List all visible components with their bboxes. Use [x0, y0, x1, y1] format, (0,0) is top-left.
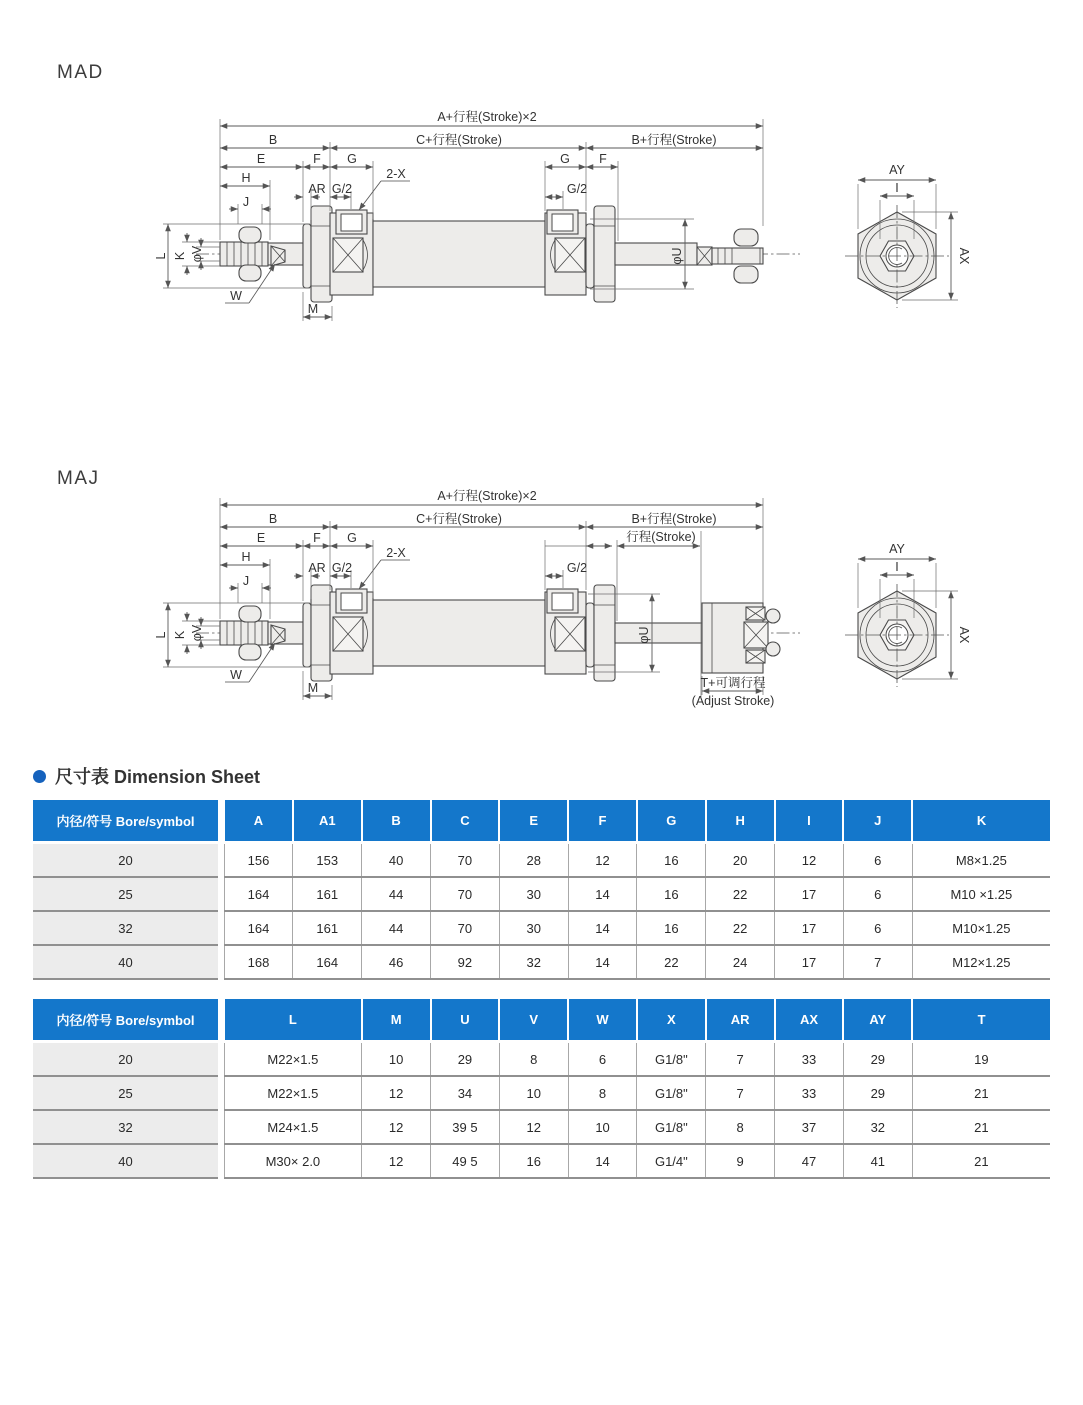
table-cell: 7	[843, 945, 912, 979]
dim-label-w: W	[230, 289, 242, 303]
column-header: I	[775, 800, 844, 843]
table-cell: 24	[706, 945, 775, 979]
dim-label-b-stroke: B+行程(Stroke)	[631, 133, 717, 147]
dim-label-t-adjust: T+可调行程	[700, 676, 766, 690]
table-cell: 8	[568, 1076, 637, 1110]
table-cell: 28	[499, 843, 568, 878]
table-cell: 16	[499, 1144, 568, 1178]
dim-label-adjust-stroke-en: (Adjust Stroke)	[691, 694, 775, 708]
table-cell: 21	[912, 1076, 1050, 1110]
dim-label-b: B	[268, 133, 278, 147]
maj-section-title: MAJ	[57, 468, 100, 489]
table-row	[33, 1144, 1050, 1178]
column-header: T	[912, 999, 1050, 1042]
dim-label-ar: AR	[308, 561, 326, 575]
table-cell-bore: 40	[33, 945, 218, 979]
table-cell: 92	[431, 945, 500, 979]
dim-label-g2-right: G/2	[566, 561, 588, 575]
mad-section-title: MAD	[57, 62, 104, 83]
table-cell: 7	[706, 1076, 775, 1110]
table-row	[33, 843, 1050, 878]
table-cell: 70	[431, 843, 500, 878]
table-cell: 46	[362, 945, 431, 979]
table-cell: 30	[499, 877, 568, 911]
column-header: W	[568, 999, 637, 1042]
table-row	[33, 945, 1050, 979]
column-header: M	[362, 999, 431, 1042]
table-cell: 17	[775, 877, 844, 911]
dim-label-f: F	[313, 531, 321, 545]
table-cell: G1/4"	[637, 1144, 706, 1178]
dim-label-h: H	[241, 171, 251, 185]
dim-label-ar: AR	[308, 182, 326, 196]
table-cell: 49 5	[431, 1144, 500, 1178]
table-cell: M12×1.25	[912, 945, 1050, 979]
table-cell: 164	[224, 911, 293, 945]
dim-label-2x: 2-X	[386, 167, 406, 181]
table-cell: M24×1.5	[224, 1110, 362, 1144]
table-cell: 12	[362, 1076, 431, 1110]
table-cell-bore: 20	[33, 1042, 218, 1077]
dimension-sheet-title: 尺寸表 Dimension Sheet	[55, 767, 261, 787]
dim-label-ax: AX	[957, 626, 971, 644]
table-cell: M10×1.25	[912, 911, 1050, 945]
table-cell: 12	[362, 1110, 431, 1144]
table-cell: 9	[706, 1144, 775, 1178]
table-cell: 164	[293, 945, 362, 979]
dim-label-g2-right: G/2	[566, 182, 588, 196]
dim-label-ax: AX	[957, 247, 971, 265]
dim-label-w: W	[230, 668, 242, 682]
dim-label-c-stroke: C+行程(Stroke)	[416, 133, 502, 147]
table-cell: 17	[775, 945, 844, 979]
column-header: L	[224, 999, 362, 1042]
dim-label-l: L	[154, 252, 168, 260]
column-header: AR	[706, 999, 775, 1042]
table-cell: 19	[912, 1042, 1050, 1077]
table-row	[33, 1110, 1050, 1144]
table-cell: 29	[431, 1042, 500, 1077]
column-header: A	[224, 800, 293, 843]
dim-label-f-right: F	[599, 152, 607, 166]
table-cell: 12	[568, 843, 637, 878]
table-cell: 16	[637, 877, 706, 911]
column-header: E	[499, 800, 568, 843]
table-cell: 12	[362, 1144, 431, 1178]
table-cell: 29	[843, 1042, 912, 1077]
table-cell: 10	[499, 1076, 568, 1110]
table-cell: 8	[499, 1042, 568, 1077]
table-cell: 44	[362, 877, 431, 911]
mad-drawing	[0, 105, 1083, 340]
column-header: K	[912, 800, 1050, 843]
dim-label-i: I	[895, 181, 899, 195]
table-cell-bore: 25	[33, 877, 218, 911]
table-row	[33, 877, 1050, 911]
dim-label-m: M	[307, 302, 319, 316]
table-cell-bore: 32	[33, 1110, 218, 1144]
table-cell: 153	[293, 843, 362, 878]
table1-header-row	[33, 800, 1050, 843]
table2-header-row	[33, 999, 1050, 1042]
column-header: C	[431, 800, 500, 843]
table-cell: 6	[843, 877, 912, 911]
dim-label-a-stroke: A+行程(Stroke)×2	[437, 489, 537, 503]
table-cell: 33	[775, 1042, 844, 1077]
column-header: AY	[843, 999, 912, 1042]
table-cell: 32	[499, 945, 568, 979]
table-cell: 44	[362, 911, 431, 945]
dim-label-c-stroke: C+行程(Stroke)	[416, 512, 502, 526]
table-cell: 29	[843, 1076, 912, 1110]
table-cell: M30× 2.0	[224, 1144, 362, 1178]
table-cell: 14	[568, 945, 637, 979]
dim-label-f: F	[313, 152, 321, 166]
table-cell: 16	[637, 843, 706, 878]
dim-label-2x: 2-X	[386, 546, 406, 560]
dim-label-g2: G/2	[331, 182, 353, 196]
dim-label-g: G	[347, 152, 357, 166]
dim-label-k: K	[173, 630, 187, 640]
table-cell: M10 ×1.25	[912, 877, 1050, 911]
column-header: H	[706, 800, 775, 843]
table-cell: 34	[431, 1076, 500, 1110]
dim-label-g: G	[347, 531, 357, 545]
table-cell: 6	[568, 1042, 637, 1077]
dim-label-i: I	[895, 560, 899, 574]
table-cell-bore: 20	[33, 843, 218, 878]
table-cell: 16	[637, 911, 706, 945]
column-header: V	[499, 999, 568, 1042]
dim-label-stroke: 行程(Stroke)	[626, 530, 696, 544]
dim-label-m: M	[307, 681, 319, 695]
table-cell: 21	[912, 1144, 1050, 1178]
dim-label-e: E	[256, 152, 266, 166]
table-cell: 22	[706, 877, 775, 911]
column-header: J	[843, 800, 912, 843]
table-cell: 30	[499, 911, 568, 945]
dim-label-b-stroke: B+行程(Stroke)	[631, 512, 717, 526]
dim-label-h: H	[241, 550, 251, 564]
table-cell: 22	[637, 945, 706, 979]
table-cell-bore: 25	[33, 1076, 218, 1110]
table-cell: 156	[224, 843, 293, 878]
bullet-icon	[33, 770, 46, 783]
table-cell: 70	[431, 911, 500, 945]
table-cell: G1/8"	[637, 1042, 706, 1077]
dim-label-l: L	[154, 631, 168, 639]
table-cell: 168	[224, 945, 293, 979]
table-cell: 33	[775, 1076, 844, 1110]
dim-label-ay: AY	[889, 542, 905, 556]
table-cell: 12	[775, 843, 844, 878]
table-cell: 161	[293, 911, 362, 945]
table-cell: 6	[843, 911, 912, 945]
dim-label-e: E	[256, 531, 266, 545]
table-cell: 22	[706, 911, 775, 945]
table-row	[33, 911, 1050, 945]
table-cell: 161	[293, 877, 362, 911]
dim-label-g2: G/2	[331, 561, 353, 575]
column-header: B	[362, 800, 431, 843]
dim-label-j: J	[242, 574, 250, 588]
table-cell-bore: 40	[33, 1144, 218, 1178]
dim-label-ay: AY	[889, 163, 905, 177]
table-cell-bore: 32	[33, 911, 218, 945]
column-header: U	[431, 999, 500, 1042]
table-cell: 41	[843, 1144, 912, 1178]
table-cell: G1/8"	[637, 1076, 706, 1110]
dimension-sheet-heading	[33, 763, 260, 789]
column-header: F	[568, 800, 637, 843]
table-cell: 14	[568, 911, 637, 945]
table-cell: 7	[706, 1042, 775, 1077]
table-cell: M22×1.5	[224, 1076, 362, 1110]
column-header-bore: 内径/符号 Bore/symbol	[33, 999, 218, 1042]
table-cell: 40	[362, 843, 431, 878]
table-cell: 37	[775, 1110, 844, 1144]
table-row	[33, 1042, 1050, 1077]
column-header-bore: 内径/符号 Bore/symbol	[33, 800, 218, 843]
column-header: G	[637, 800, 706, 843]
table-cell: 32	[843, 1110, 912, 1144]
table-cell: 14	[568, 1144, 637, 1178]
dim-label-phi-u: φU	[637, 626, 651, 644]
dim-label-a-stroke: A+行程(Stroke)×2	[437, 110, 537, 124]
dim-label-b: B	[268, 512, 278, 526]
table-cell: 20	[706, 843, 775, 878]
table-cell: 21	[912, 1110, 1050, 1144]
table-cell: 17	[775, 911, 844, 945]
table-cell: G1/8"	[637, 1110, 706, 1144]
dim-label-g-right: G	[560, 152, 570, 166]
table-row	[33, 1076, 1050, 1110]
dim-label-j: J	[242, 195, 250, 209]
table-cell: 70	[431, 877, 500, 911]
table-cell: 8	[706, 1110, 775, 1144]
table-cell: 6	[843, 843, 912, 878]
table-cell: 164	[224, 877, 293, 911]
dim-label-phi-u: φU	[670, 247, 684, 265]
dim-label-phi-v: φV	[190, 624, 204, 642]
table-cell: M22×1.5	[224, 1042, 362, 1077]
dimension-table-2	[33, 999, 1050, 1179]
table-cell: 47	[775, 1144, 844, 1178]
column-header: A1	[293, 800, 362, 843]
table-cell: 14	[568, 877, 637, 911]
table-cell: 39 5	[431, 1110, 500, 1144]
table-cell: 10	[568, 1110, 637, 1144]
maj-drawing	[0, 484, 1083, 720]
dimension-table-1	[33, 800, 1050, 980]
dim-label-phi-v: φV	[190, 245, 204, 263]
column-header: AX	[775, 999, 844, 1042]
dim-label-k: K	[173, 251, 187, 261]
column-header: X	[637, 999, 706, 1042]
table-cell: M8×1.25	[912, 843, 1050, 878]
table-cell: 10	[362, 1042, 431, 1077]
table-cell: 12	[499, 1110, 568, 1144]
